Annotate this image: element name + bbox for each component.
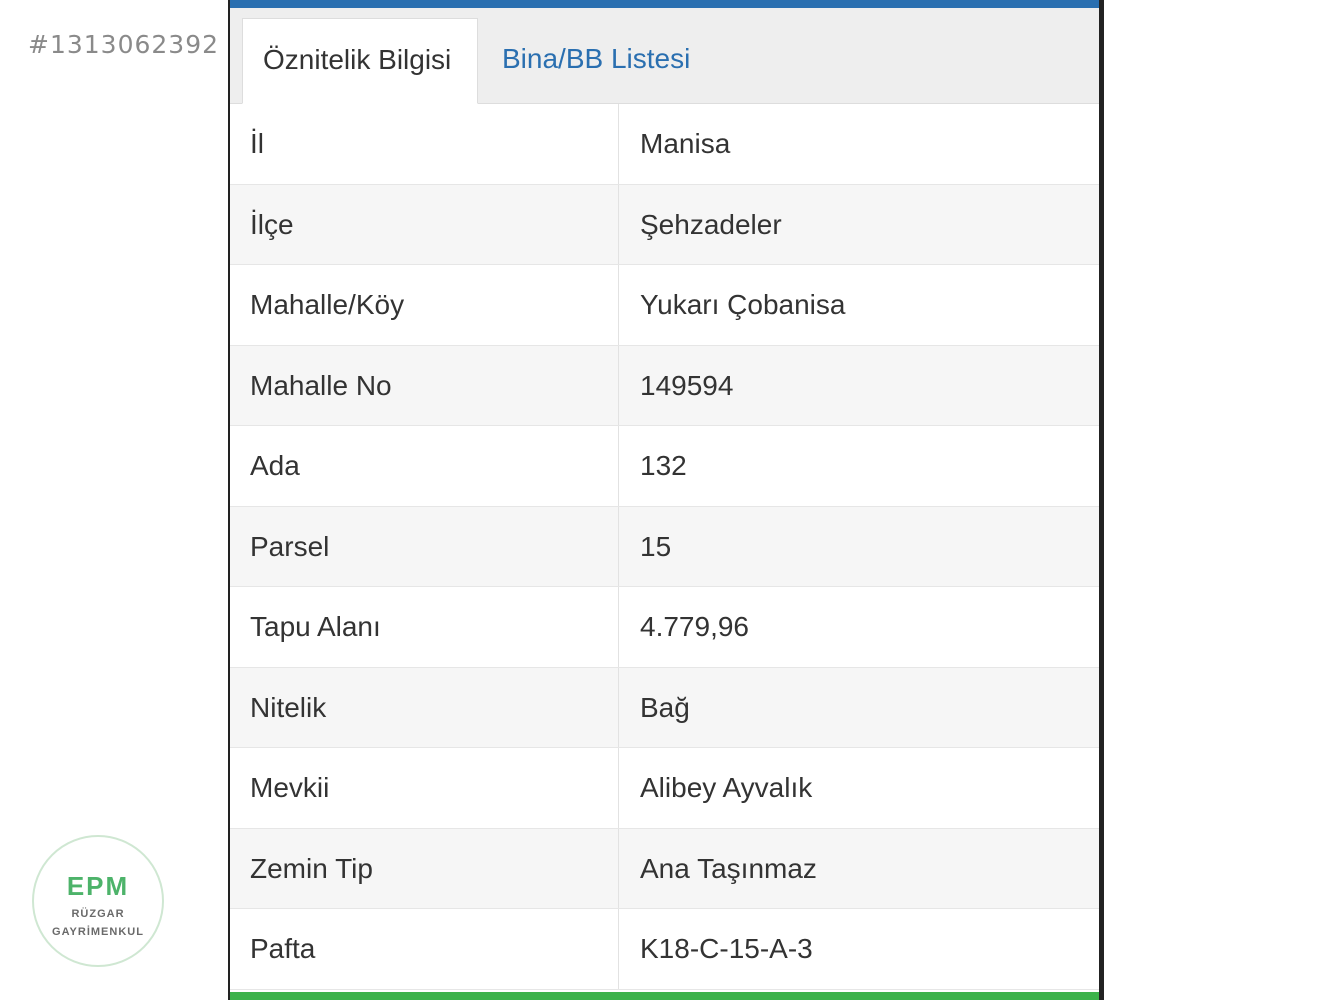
row-label: Mahalle/Köy: [250, 289, 405, 320]
row-value: Şehzadeler: [640, 208, 782, 240]
row-value: Manisa: [640, 128, 731, 159]
row-label: Zemin Tip: [250, 852, 373, 884]
row-value: Bağ: [640, 691, 690, 723]
table-row: [230, 909, 1099, 990]
row-label: Mahalle No: [250, 369, 392, 401]
parcel-info-panel: [228, 0, 1104, 1000]
row-value: Alibey Ayvalık: [640, 772, 813, 803]
table-row: [230, 426, 1099, 507]
logo-line-1: RÜZGAR: [71, 908, 125, 920]
tab-attribute-info[interactable]: Öznitelik Bilgisi: [242, 18, 478, 104]
row-value: Ana Taşınmaz: [640, 852, 817, 884]
listing-id: #1313062392: [28, 30, 220, 59]
table-row: [230, 668, 1099, 749]
top-accent-bar: [230, 0, 1099, 8]
logo-brand: EPM: [66, 871, 130, 901]
row-value: 4.779,96: [640, 611, 749, 642]
row-value: K18-C-15-A-3: [640, 933, 813, 964]
row-value: 149594: [640, 369, 734, 401]
tab-building-list[interactable]: Bina/BB Listesi: [502, 43, 691, 74]
table-row: [230, 587, 1099, 668]
attribute-table: [230, 104, 1099, 990]
table-row: [230, 829, 1099, 910]
row-label: İlçe: [250, 208, 294, 240]
agency-logo: [32, 835, 164, 967]
row-value: 15: [640, 530, 672, 562]
bottom-accent-bar: [230, 992, 1099, 1000]
table-row: [230, 265, 1099, 346]
row-value: 132: [640, 450, 687, 481]
table-row: [230, 748, 1099, 829]
table-row: [230, 185, 1099, 266]
table-row: [230, 346, 1099, 427]
row-label: İl: [250, 128, 264, 159]
table-row: [230, 507, 1099, 588]
row-label: Nitelik: [250, 691, 327, 723]
tab-bar: [230, 8, 1099, 104]
row-label: Mevkii: [250, 772, 330, 803]
row-label: Pafta: [250, 933, 316, 964]
row-label: Tapu Alanı: [250, 611, 381, 642]
logo-line-2: GAYRİMENKUL: [52, 926, 144, 938]
row-label: Parsel: [250, 530, 330, 562]
row-value: Yukarı Çobanisa: [640, 289, 846, 320]
table-row: [230, 104, 1099, 185]
row-label: Ada: [250, 450, 300, 481]
